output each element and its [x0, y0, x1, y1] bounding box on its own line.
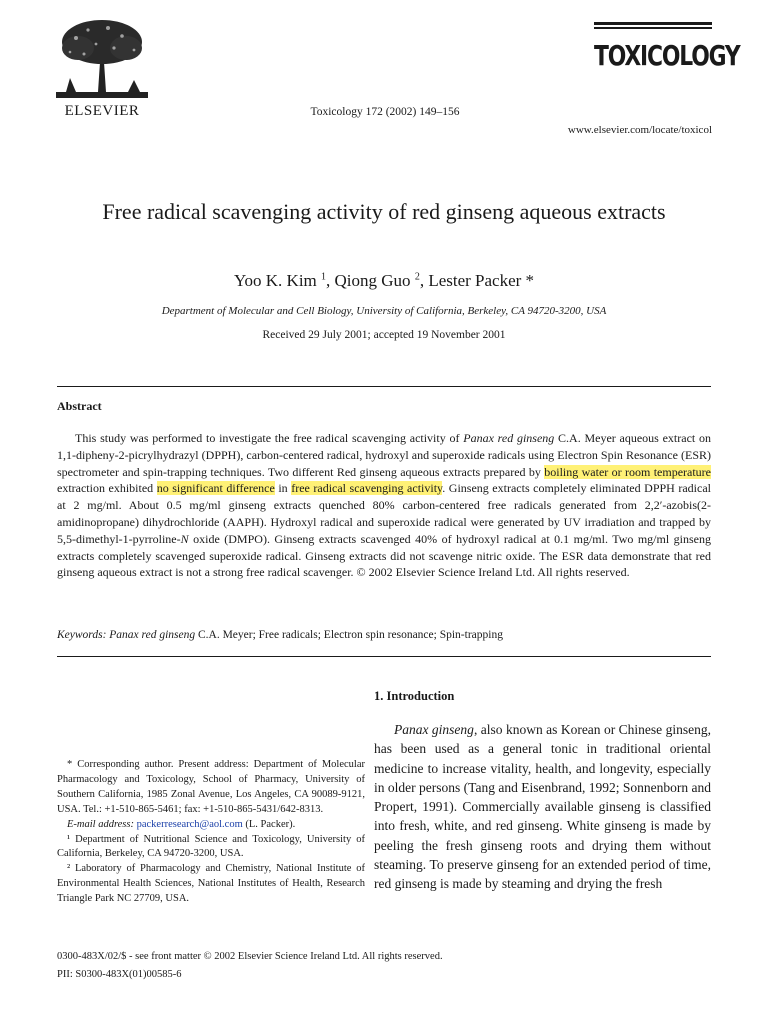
elsevier-tree-logo-icon — [56, 18, 148, 100]
email-suffix: (L. Packer). — [242, 818, 296, 830]
intro-text: , also known as Korean or Chinese ginseng, has been used as a general tonic in traditional oriental medicine to increase vitality, health, and longevity, especially in older persons (Tang and Eisenbrand, 1992; Sonnenborn and Propert, 1991). Commercially available ginseng is classified into fresh, white, and red ginseng. White ginseng is made by peeling the fresh ginseng roots and drying them without steaming. To preserve ginseng for an extended period of time, red ginseng is made by steaming and drying the fresh — [374, 722, 711, 892]
abstract-heading: Abstract — [57, 399, 102, 413]
author-affiliation-mark: 2 — [414, 271, 420, 283]
author-name: Qiong Guo — [334, 271, 411, 290]
journal-rule-top — [594, 22, 712, 25]
article-title: Free radical scavenging activity of red ginseng aqueous extracts — [102, 199, 666, 224]
author-name: Yoo K. Kim — [233, 271, 317, 290]
footnote-1: ¹ Department of Nutritional Science and Toxicology, University of California, Berkeley, CA 94720-3200, USA. — [57, 833, 365, 860]
author-affiliation-mark: 1 — [321, 271, 327, 283]
keywords-italic: Panax red ginseng — [109, 629, 196, 641]
author-affiliation: Department of Molecular and Cell Biology, University of California, Berkeley, CA 94720-3200, USA — [161, 305, 607, 317]
highlight-scavenging-activity[interactable]: free radical scavenging activity — [291, 481, 443, 496]
copyright-info — [57, 948, 443, 984]
divider — [57, 656, 711, 657]
author-separator: , — [419, 271, 429, 290]
email-label: E-mail address: — [67, 818, 134, 830]
author-list — [60, 271, 708, 291]
footnotes — [57, 758, 365, 907]
keywords-line — [57, 629, 711, 641]
publisher-name: ELSEVIER — [64, 103, 140, 119]
abstract-text: C.A. Meyer aqueous extract on 1,1-dipheny-2-picrylhydrazyl (DPPH), carbon-centered radical, hydroxyl and superoxide radicals using Electron Spin Resonance (ESR) spectrometer and spin-trapping techniques. Two different Red ginseng aqueous extracts prepared by — [57, 431, 711, 479]
footnote-email — [57, 818, 365, 833]
abstract-text: oxide (DMPO). Ginseng extracts scavenged 40% of hydroxyl radical at 0.1 mg/ml. Two mg/ml ginseng extracts completely scavenged superoxide radical. Ginseng extracts did not scavenge nitric oxide. The ESR data demonstrate that red ginseng aqueous extract is not a strong free radical scavenger. © 2002 Elsevier Science Ireland Ltd. All rights reserved. — [57, 531, 711, 580]
abstract-species-italic: Panax red ginseng — [463, 431, 555, 445]
received-dates: Received 29 July 2001; accepted 19 November 2001 — [262, 329, 506, 341]
intro-lead-italic: Panax ginseng — [394, 722, 474, 737]
keywords-list: C.A. Meyer; Free radicals; Electron spin resonance; Spin-trapping — [195, 629, 503, 641]
highlight-no-difference[interactable]: no significant difference — [156, 481, 275, 496]
divider — [57, 386, 711, 387]
author-separator: , — [326, 271, 335, 290]
journal-url-link[interactable]: www.elsevier.com/locate/toxicol — [567, 124, 712, 136]
abstract-text: extraction exhibited — [57, 481, 157, 496]
highlight-extraction-method[interactable]: boiling water or room temperature — [544, 464, 711, 479]
abstract-text: This study was performed to investigate the free radical scavenging activity of — [75, 431, 464, 445]
footnote-corresponding: * Corresponding author. Present address: Department of Molecular Pharmacology and Toxicology, School of Pharmacy, University of Southern California, 1985 Zonal Avenue, Los Angeles, CA 90089-9121, USA. Tel.: +1-510-865-5461; fax: +1-510-865-5431/642-8313. — [57, 759, 365, 815]
abstract-text: in — [274, 481, 292, 496]
keywords-label: Keywords: — [57, 629, 107, 641]
footnote-2: ² Laboratory of Pharmacology and Chemistry, National Institute of Environmental Health Sciences, National Institutes of Health, Research Triangle Park NC 27709, USA. — [57, 863, 365, 905]
author-name: Lester Packer — [428, 271, 522, 290]
author-corresponding-mark: * — [521, 271, 535, 290]
introduction-body — [374, 720, 711, 894]
journal-rule-thin — [594, 27, 712, 29]
pii-line: PII: S0300-483X(01)00585-6 — [57, 969, 182, 980]
section-heading-introduction: 1. Introduction — [374, 689, 455, 703]
journal-citation: Toxicology 172 (2002) 149–156 — [310, 106, 460, 118]
abstract-italic-n: N — [180, 531, 189, 546]
copyright-line: 0300-483X/02/$ - see front matter © 2002 Elsevier Science Ireland Ltd. All rights reserved. — [57, 951, 443, 962]
abstract-body — [57, 430, 711, 581]
journal-logo — [594, 22, 740, 72]
email-link[interactable]: packerresearch@aol.com — [136, 818, 243, 830]
journal-name: TOXICOLOGY — [594, 38, 740, 72]
abstract-text: . Ginseng extracts completely eliminated DPPH radical at 2 mg/ml. About 0.5 mg/ml ginseng extracts quenched 80% carbon-centered free radicals generated from 2,2′-azobis(2-amidinopropane) dihydrochloride (AAPH). Hydroxyl radical and superoxide radical were generated by UV irradiation and trapped by 5,5-dimethyl-1-pyrroline- — [57, 481, 712, 546]
